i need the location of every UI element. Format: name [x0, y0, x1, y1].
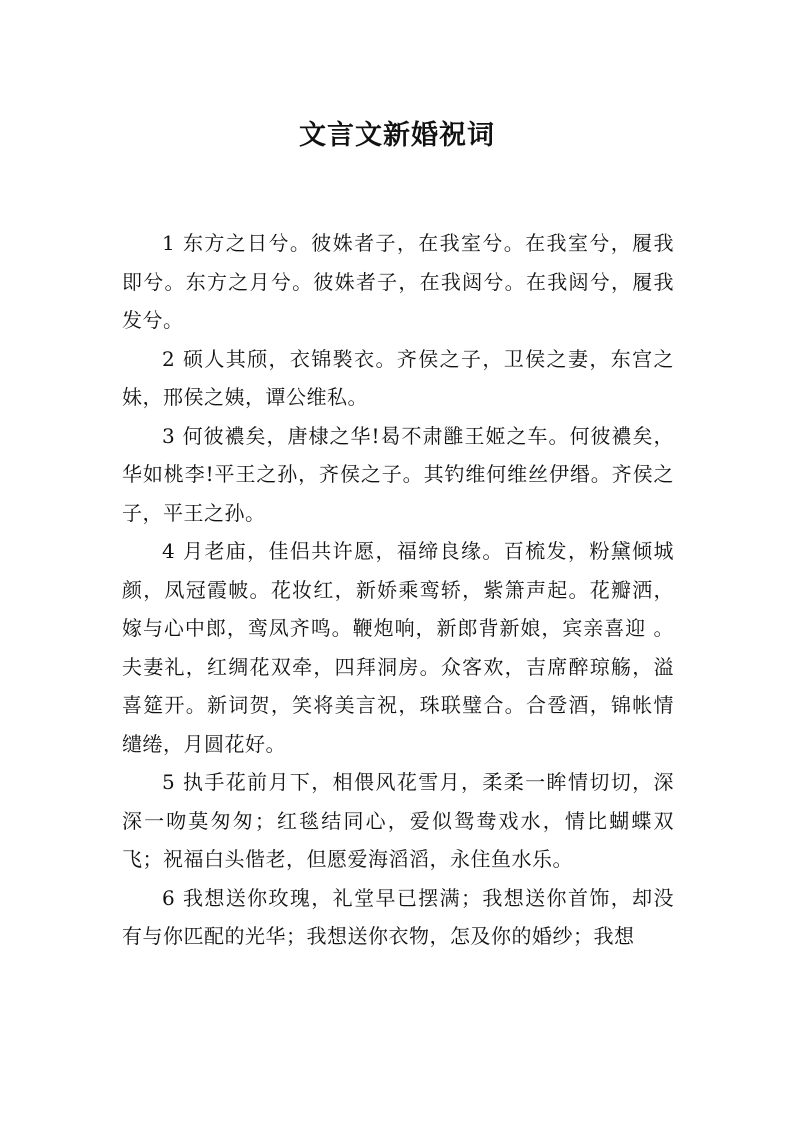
- paragraph-6: 6 我想送你玫瑰，礼堂早已摆满；我想送你首饰，却没有与你匹配的光华；我想送你衣物，怎及你的婚纱；我想: [122, 885, 674, 948]
- paragraph-2: 2 硕人其颀，衣锦褧衣。齐侯之子，卫侯之妻，东宫之妹，邢侯之姨，谭公维私。: [122, 346, 674, 409]
- paragraph-1: 1 东方之日兮。彼姝者子，在我室兮。在我室兮，履我即兮。东方之月兮。彼姝者子，在我闼兮。在我闼兮，履我发兮。: [122, 231, 674, 332]
- paragraph-4: 4 月老庙，佳侣共许愿，福缔良缘。百梳发，粉黛倾城颜，凤冠霞帔。花妆红，新娇乘鸾轿，紫箫声起。花瓣洒，嫁与心中郎，鸾凤齐鸣。鞭炮响，新郎背新娘，宾亲喜迎 。夫妻礼，红绸花双牵，四拜洞房。众客欢，吉席醉琼觞，溢喜筵开。新词贺，笑将美言祝，珠联璧合。合卺酒，锦帐情缱绻，月圆花好。: [122, 539, 674, 756]
- document-title: 文言文新婚祝词: [299, 120, 495, 152]
- document-body: [122, 224, 674, 956]
- paragraph-5: 5 执手花前月下，相偎风花雪月，柔柔一眸情切切，深深一吻莫匆匆；红毯结同心，爱似鸳鸯戏水，情比蝴蝶双飞；祝福白头偕老，但愿爱海滔滔，永住鱼水乐。: [122, 770, 674, 871]
- paragraph-3: 3 何彼襛矣，唐棣之华!曷不肃雝王姬之车。何彼襛矣，华如桃李!平王之孙，齐侯之子。其钓维何维丝伊缗。齐侯之子，平王之孙。: [122, 423, 674, 525]
